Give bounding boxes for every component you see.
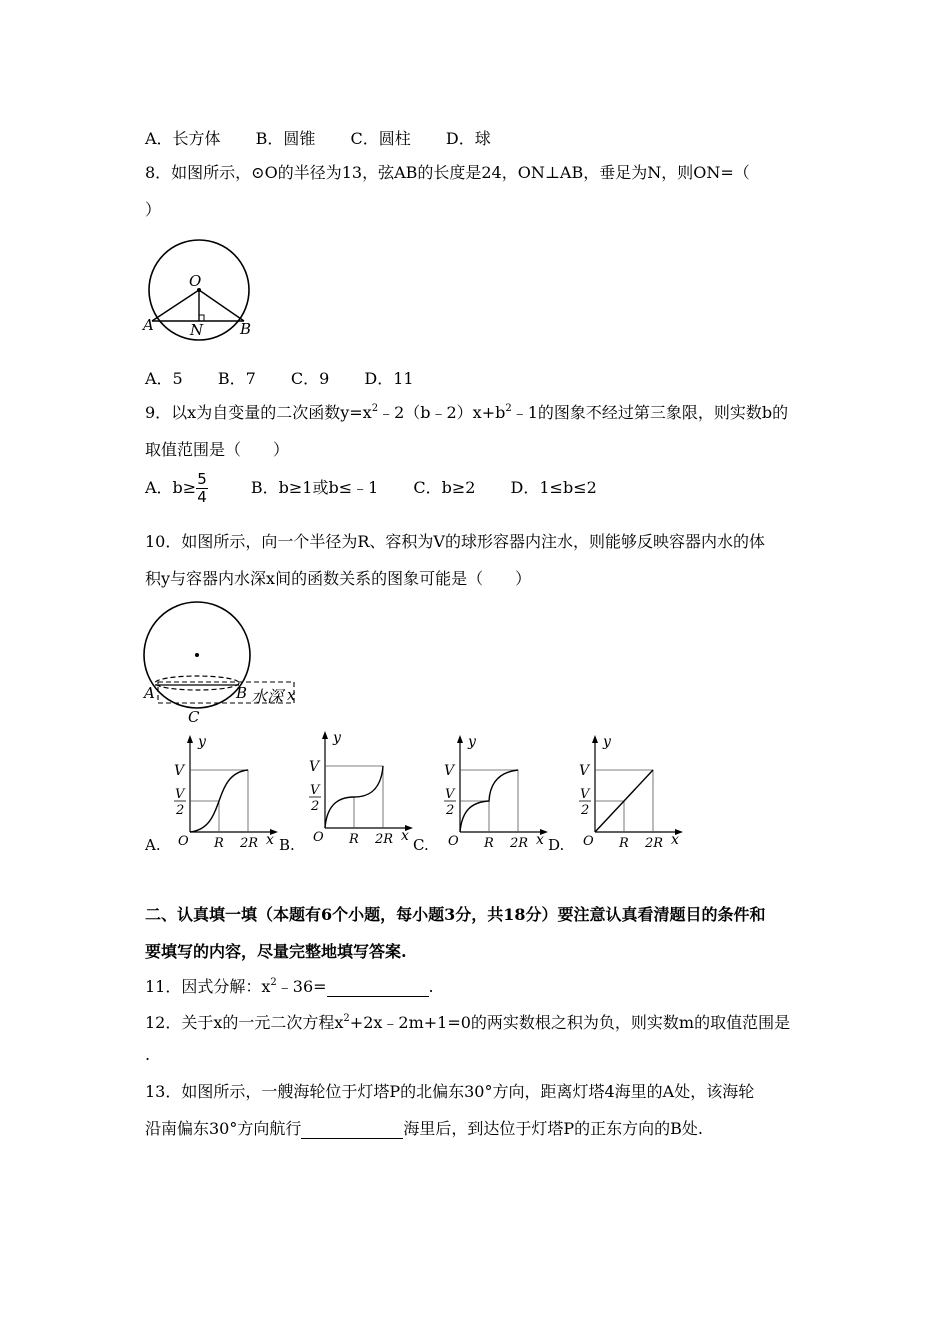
graph-label-y: y [468,734,476,750]
q8-label-a: A [143,316,154,334]
q9-stem-line2: 取值范围是（ ） [145,440,290,459]
q9-sup2: 2 [505,403,512,414]
graph-label-r: R [619,836,629,851]
q10-label-c: C [188,708,200,726]
graph-label-v_half_den: 2 [446,803,455,818]
q8-radius-ob [199,290,244,321]
q9-stem-part1: 9．以x为自变量的二次函数y=x [145,403,372,422]
q10-graph-c [440,732,550,852]
q9-stem-part2: ﹣2（b﹣2）x+b [378,403,506,422]
graph-label-2r: 2R [375,832,394,847]
q8-option-b: B．7 [217,369,256,388]
graph-label-v_half_den: 2 [176,803,185,818]
q9-sup1: 2 [371,403,379,414]
q10-graph-a [170,732,280,852]
q10-label-x: x [287,686,296,704]
q13-part2: 海里后，到达位于灯塔P的正东方向的B处. [403,1119,703,1138]
graph-label-r: R [349,832,359,847]
q8-option-a: A．5 [145,369,183,388]
graph-label-v: V [579,763,590,779]
q10-center-dot [195,653,199,657]
graph-label-x: x [266,832,274,848]
q9-option-a-fraction [196,471,208,506]
graph-label-o: O [448,834,459,849]
graph-label-v_half_num: V [580,787,590,802]
q7-option-d: D．球 [445,129,491,148]
q10-stem-line2: 积y与容器内水深x间的函数关系的图象可能是（ ） [145,569,532,588]
q11-prefix: 11．因式分解：x [145,977,271,996]
graph-label-v: V [174,763,185,779]
graph-label-x: x [401,828,409,844]
q8-radius-oa [152,290,199,321]
q10-label-depth: 水深 [251,687,284,706]
q9-frac-den: 4 [197,488,207,506]
q12-stem-line1 [145,1010,790,1033]
graph-label-x: x [536,832,544,848]
q11-stem [145,974,434,997]
q9-options [145,471,627,506]
graph-label-o: O [313,830,324,845]
q8-label-n: N [190,321,204,339]
graph-label-v: V [309,759,320,775]
q10-option-a: A. [145,836,161,854]
graph-label-y: y [603,734,611,750]
q9-option-b: B．b≥1或b≤﹣1 [250,478,379,497]
q7-option-c: C．圆柱 [350,129,411,148]
graph-label-v_half_den: 2 [311,799,320,814]
q7-options [145,126,521,149]
q9-option-a [145,470,213,506]
q8-label-o: O [189,272,202,290]
q12-part2: +2x﹣2m+1=0的两实数根之积为负，则实数m的取值范围是 [349,1013,791,1032]
graph-label-r: R [214,836,224,851]
q10-graph-d [575,732,685,852]
q10-label-a: A [144,684,155,702]
q10-graph-b [305,728,415,848]
graph-label-r: R [484,836,494,851]
graph-label-o: O [178,834,189,849]
graph-label-2r: 2R [510,836,529,851]
graph-label-x: x [671,832,679,848]
section2-heading-line1: 二、认真填一填（本题有6个小题，每小题3分，共18分）要注意认真看清题目的条件和 [145,905,766,924]
q8-option-d: D．11 [364,369,414,388]
q8-label-b: B [240,320,252,338]
graph-label-v_half_num: V [445,787,455,802]
q13-stem-line1: 13．如图所示，一艘海轮位于灯塔P的北偏东30°方向，距离灯塔4海里的A处，该海轮 [145,1082,755,1101]
q8-circle-figure [138,238,258,348]
q9-stem-line1 [145,400,788,423]
q13-part1: 沿南偏东30°方向航行 [145,1119,302,1138]
q10-option-c: C. [413,836,429,854]
graph-label-v_half_den: 2 [581,803,590,818]
graph-label-o: O [583,834,594,849]
graph-label-y: y [198,734,206,750]
graph-label-v_half_num: V [175,787,185,802]
q7-option-b: B．圆锥 [255,129,316,148]
q11-sup: 2 [270,977,277,988]
graph-label-y: y [333,730,341,746]
q10-stem-line1: 10．如图所示，向一个半径为R、容积为V的球形容器内注水，则能够反映容器内水的体 [145,532,765,551]
q11-answer-blank[interactable] [327,977,429,997]
q8-stem-line2: ） [145,200,162,219]
graph-label-2r: 2R [645,836,664,851]
q9-frac-num: 5 [197,470,207,488]
q9-option-c: C．b≥2 [413,478,476,497]
q12-part1: 12．关于x的一元二次方程x [145,1013,344,1032]
graph-label-2r: 2R [240,836,259,851]
q8-option-c: C．9 [290,369,330,388]
q9-stem-part3: ﹣1的图象不经过第三象限，则实数b的 [511,403,789,422]
q9-option-a-prefix: A．b≥ [145,478,197,497]
q9-option-d: D．1≤b≤2 [510,478,597,497]
q7-option-a: A．长方体 [145,129,221,148]
q10-option-d: D. [548,836,565,854]
q8-stem-line1: 8．如图所示，⊙O的半径为13，弦AB的长度是24，ON⊥AB，垂足为N，则ON=（ [145,163,750,182]
graph-label-v_half_num: V [310,783,320,798]
q10-water-surface [155,676,239,690]
q8-options [145,366,444,389]
q11-end: . [428,977,434,996]
q13-stem-line2 [145,1116,703,1139]
q11-suffix: ﹣36= [276,977,327,996]
q12-sup: 2 [343,1013,350,1024]
q12-stem-line2: . [145,1045,151,1064]
q10-option-b: B. [279,836,295,854]
q10-label-b: B [236,684,248,702]
q10-sphere-figure [138,598,308,728]
q13-answer-blank[interactable] [301,1119,403,1139]
section2-heading-line2: 要填写的内容，尽量完整地填写答案. [145,942,407,961]
graph-label-v: V [444,763,455,779]
